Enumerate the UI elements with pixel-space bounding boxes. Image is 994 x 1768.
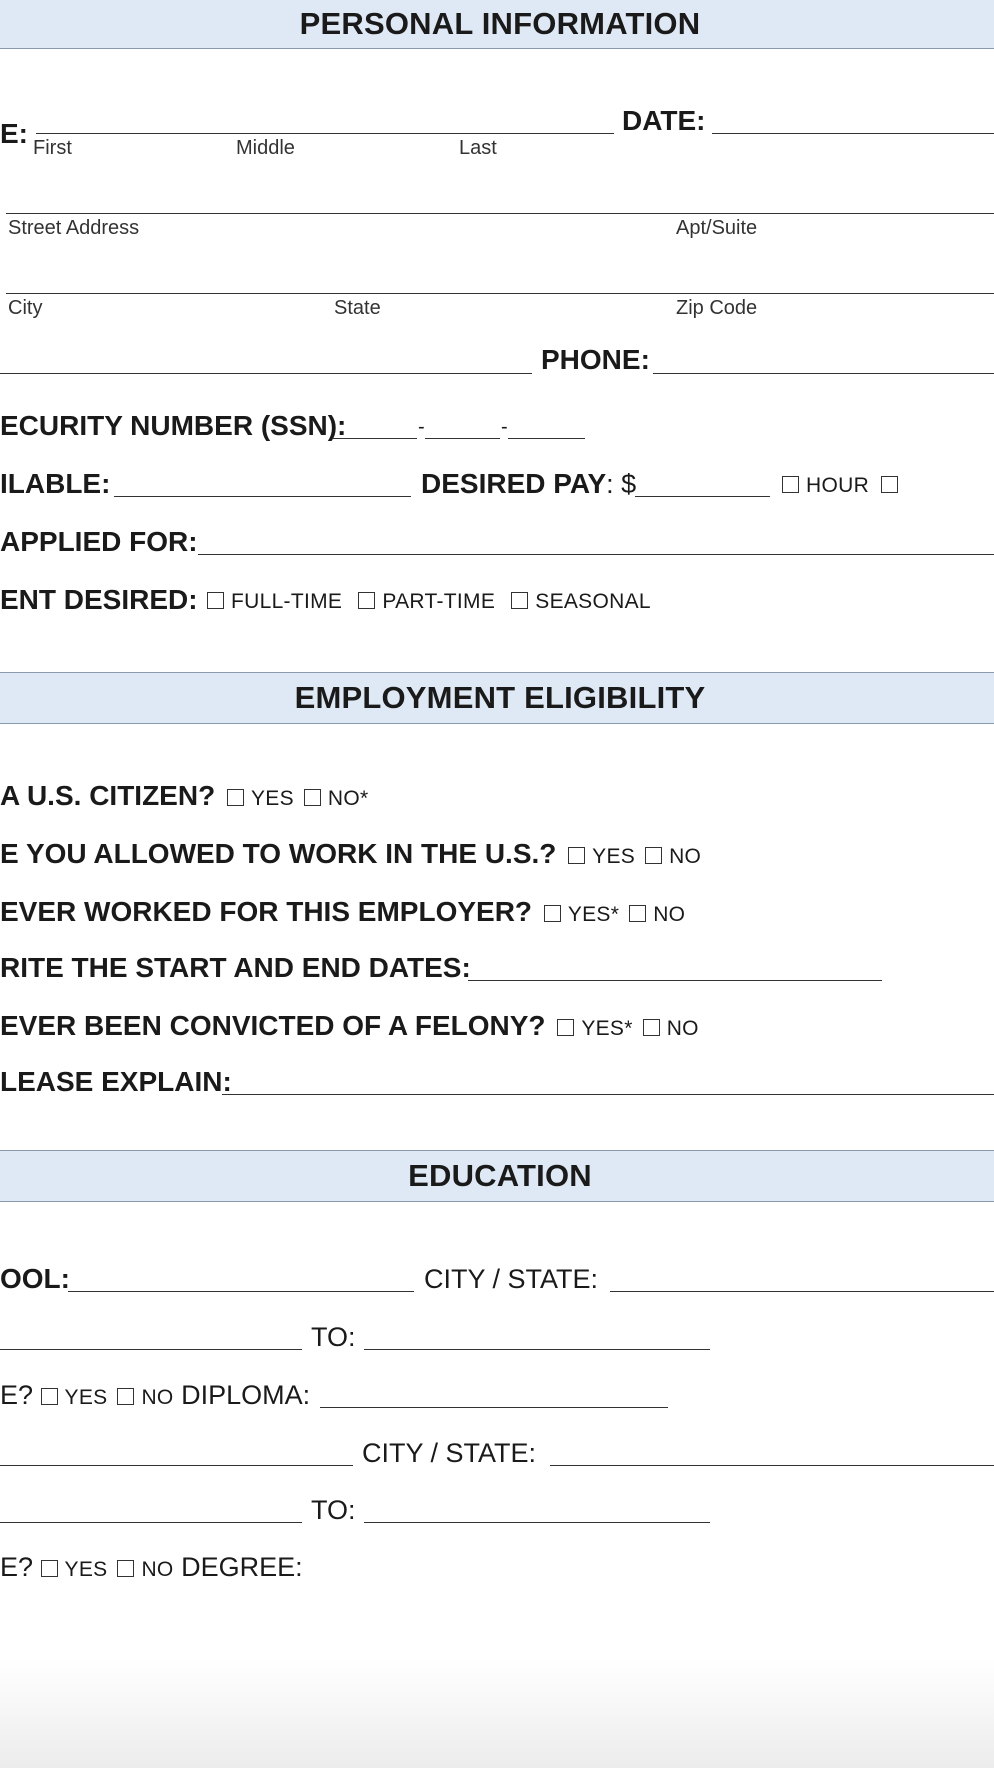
- school-label: OOL:: [0, 1263, 70, 1294]
- position-applied-line[interactable]: [198, 554, 994, 555]
- work-allowed-options: [564, 845, 701, 868]
- full-time-text: FULL-TIME: [231, 590, 343, 613]
- school-city-state-line[interactable]: [610, 1291, 994, 1292]
- college-from-line[interactable]: [0, 1522, 302, 1523]
- felony-yes-checkbox[interactable]: [557, 1019, 574, 1036]
- felony-options: [553, 1017, 699, 1040]
- bottom-shadow: [0, 1660, 994, 1768]
- full-time-checkbox[interactable]: [207, 592, 224, 609]
- felony-question: [0, 1010, 699, 1042]
- ssn-label: ECURITY NUMBER (SSN):: [0, 410, 347, 441]
- college-graduate-row: [0, 1552, 303, 1583]
- start-end-dates-label: RITE THE START AND END DATES:: [0, 952, 471, 983]
- apt-caption: Apt/Suite: [676, 217, 758, 239]
- college-no-checkbox[interactable]: [117, 1560, 134, 1577]
- graduate-options: [41, 1386, 174, 1409]
- section-title: EDUCATION: [408, 1158, 592, 1193]
- yes-star-text: YES*: [581, 1017, 633, 1040]
- last-caption: Last: [459, 137, 497, 159]
- no-text: NO: [666, 1017, 699, 1040]
- no-text: NO: [653, 903, 686, 926]
- phone-label: PHONE:: [541, 344, 650, 375]
- graduate-prefix: E?: [0, 1552, 34, 1582]
- no-text: NO: [141, 1386, 174, 1409]
- felony-no-checkbox[interactable]: [643, 1019, 660, 1036]
- section-title: EMPLOYMENT ELIGIBILITY: [294, 680, 706, 715]
- section-header-eligibility: [0, 672, 994, 724]
- hour-option[interactable]: [778, 474, 905, 498]
- college-name-line[interactable]: [0, 1465, 353, 1466]
- date-field-line[interactable]: [712, 133, 994, 134]
- street-caption: Street Address: [8, 217, 140, 239]
- worked-before-options: [540, 903, 686, 926]
- college-city-state-line[interactable]: [550, 1465, 994, 1466]
- explain-line[interactable]: [222, 1094, 994, 1095]
- no-star-text: NO*: [327, 787, 369, 810]
- ssn-part3-line[interactable]: [508, 438, 585, 439]
- no-text: NO: [141, 1558, 174, 1581]
- work-allowed-question: [0, 838, 701, 870]
- desired-pay-label: [421, 468, 636, 500]
- date-available-line[interactable]: [114, 496, 411, 497]
- desired-pay-line[interactable]: [635, 496, 770, 497]
- citizen-options: [223, 787, 369, 810]
- employment-options: [203, 590, 651, 614]
- position-applied-label: APPLIED FOR:: [0, 526, 198, 557]
- section-title: PERSONAL INFORMATION: [299, 6, 701, 41]
- hour-text: HOUR: [806, 474, 870, 497]
- part-time-checkbox[interactable]: [358, 592, 375, 609]
- state-caption: State: [334, 297, 381, 319]
- date-available-label: ILABLE:: [0, 468, 111, 499]
- citizen-question: [0, 780, 368, 812]
- diploma-line[interactable]: [320, 1407, 668, 1408]
- college-yes-checkbox[interactable]: [41, 1560, 58, 1577]
- year-checkbox[interactable]: [881, 476, 898, 493]
- worked-before-yes-checkbox[interactable]: [544, 905, 561, 922]
- employment-desired-label: ENT DESIRED:: [0, 584, 198, 615]
- seasonal-text: SEASONAL: [535, 590, 651, 613]
- yes-text: YES: [250, 787, 294, 810]
- explain-label: LEASE EXPLAIN:: [0, 1066, 232, 1097]
- school-to-line[interactable]: [364, 1349, 710, 1350]
- section-header-education: [0, 1150, 994, 1202]
- citizen-no-checkbox[interactable]: [304, 789, 321, 806]
- school-from-line[interactable]: [0, 1349, 302, 1350]
- email-field-line[interactable]: [0, 373, 532, 374]
- graduate-yes-checkbox[interactable]: [41, 1388, 58, 1405]
- phone-field-line[interactable]: [653, 373, 994, 374]
- first-caption: First: [33, 137, 72, 159]
- school-graduate-row: [0, 1380, 310, 1411]
- middle-caption: Middle: [236, 137, 295, 159]
- worked-before-question: [0, 896, 685, 928]
- school-name-line[interactable]: [68, 1291, 414, 1292]
- ssn-dash-2: -: [501, 416, 508, 438]
- citizen-yes-checkbox[interactable]: [227, 789, 244, 806]
- hour-checkbox[interactable]: [782, 476, 799, 493]
- college-city-state-label: CITY / STATE:: [362, 1438, 537, 1468]
- part-time-text: PART-TIME: [382, 590, 496, 613]
- name-label: E:: [0, 118, 28, 149]
- school-to-label: TO:: [311, 1322, 356, 1352]
- school-city-state-label: CITY / STATE:: [424, 1264, 599, 1294]
- section-header-personal: [0, 0, 994, 49]
- desired-pay-text: DESIRED PAY: [421, 468, 607, 499]
- start-end-dates-line[interactable]: [468, 980, 882, 981]
- diploma-label: DIPLOMA:: [181, 1380, 311, 1410]
- yes-text: YES: [64, 1558, 108, 1581]
- yes-text: YES: [592, 845, 636, 868]
- ssn-part2-line[interactable]: [425, 438, 500, 439]
- degree-label: DEGREE:: [181, 1552, 303, 1582]
- worked-before-text: EVER WORKED FOR THIS EMPLOYER?: [0, 896, 533, 927]
- yes-text: YES: [64, 1386, 108, 1409]
- felony-text: EVER BEEN CONVICTED OF A FELONY?: [0, 1010, 546, 1041]
- ssn-part1-line[interactable]: [332, 438, 417, 439]
- date-label: DATE:: [622, 105, 706, 136]
- college-to-label: TO:: [311, 1495, 356, 1525]
- city-caption: City: [8, 297, 43, 319]
- work-allowed-no-checkbox[interactable]: [645, 847, 662, 864]
- desired-pay-suffix: : $: [606, 469, 637, 499]
- city-field-line[interactable]: [6, 293, 994, 294]
- seasonal-checkbox[interactable]: [511, 592, 528, 609]
- no-text: NO: [669, 845, 702, 868]
- zip-caption: Zip Code: [676, 297, 758, 319]
- worked-before-no-checkbox[interactable]: [629, 905, 646, 922]
- yes-star-text: YES*: [567, 903, 620, 926]
- college-graduate-options: [41, 1558, 174, 1581]
- ssn-dash-1: -: [418, 416, 425, 438]
- street-field-line[interactable]: [6, 213, 994, 214]
- college-to-line[interactable]: [364, 1522, 710, 1523]
- work-allowed-text: E YOU ALLOWED TO WORK IN THE U.S.?: [0, 838, 557, 869]
- name-field-line[interactable]: [36, 133, 614, 134]
- graduate-no-checkbox[interactable]: [117, 1388, 134, 1405]
- work-allowed-yes-checkbox[interactable]: [568, 847, 585, 864]
- citizen-question-text: A U.S. CITIZEN?: [0, 780, 216, 811]
- graduate-prefix: E?: [0, 1380, 34, 1410]
